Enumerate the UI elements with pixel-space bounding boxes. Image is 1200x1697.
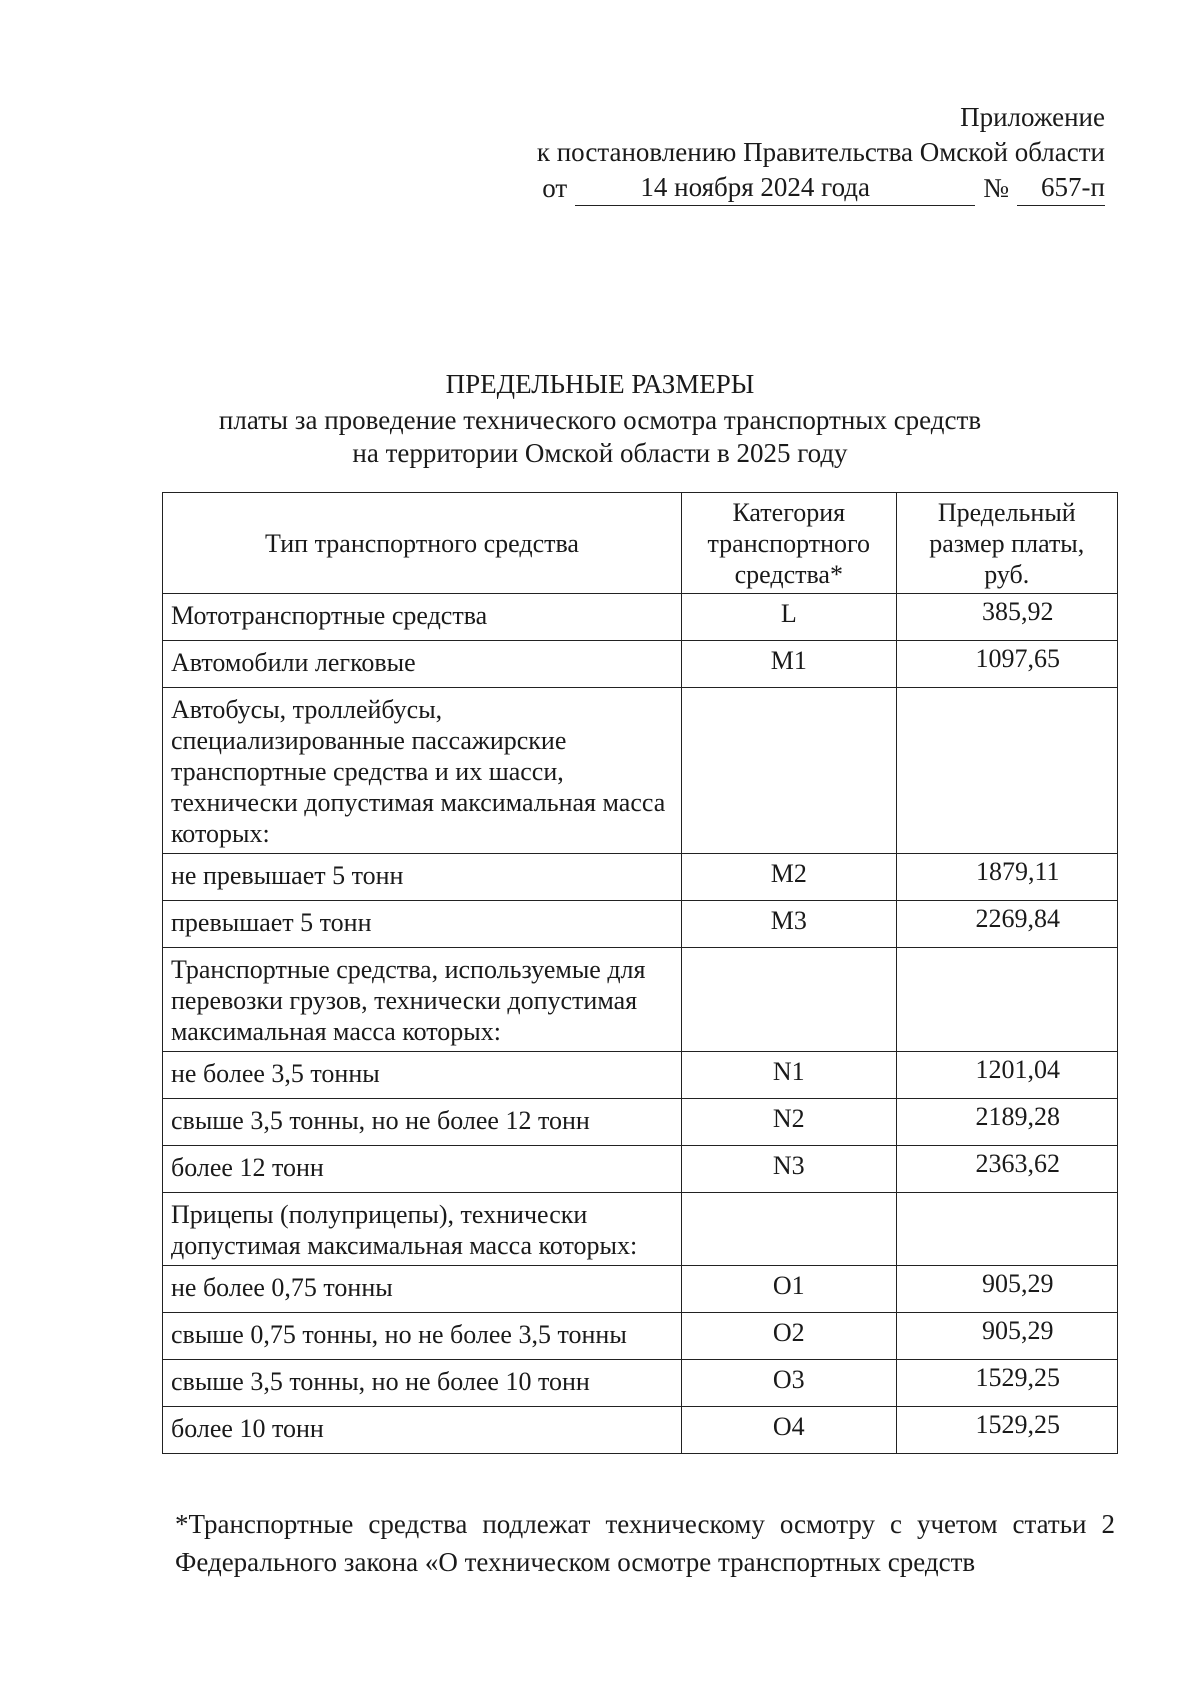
- row-vehicle-type: превышает 5 тонн: [163, 901, 682, 948]
- table-row: [163, 1313, 1118, 1360]
- footnote: [175, 1505, 1115, 1581]
- row-category: O3: [682, 1360, 897, 1407]
- row-vehicle-type: свыше 3,5 тонны, но не более 10 тонн: [163, 1360, 682, 1407]
- table-row: [163, 1052, 1118, 1099]
- table-row: [163, 1146, 1118, 1193]
- row-category: N2: [682, 1099, 897, 1146]
- row-fee: 385,92: [896, 594, 1117, 641]
- decree-date: 14 ноября 2024 года: [575, 170, 975, 206]
- row-category: O2: [682, 1313, 897, 1360]
- row-category: [682, 948, 897, 1052]
- row-category: N1: [682, 1052, 897, 1099]
- row-fee: [896, 688, 1117, 854]
- row-fee: 1097,65: [896, 641, 1117, 688]
- title-line-2: платы за проведение технического осмотра транспортных средств: [218, 405, 982, 435]
- table-row: [163, 1407, 1118, 1454]
- table-row: [163, 1266, 1118, 1313]
- appendix-header: [465, 100, 1105, 206]
- decree-date-number-line: [465, 170, 1105, 206]
- row-category: O4: [682, 1407, 897, 1454]
- row-vehicle-type: Автомобили легковые: [163, 641, 682, 688]
- table-row: [163, 901, 1118, 948]
- date-prefix: от: [542, 173, 568, 203]
- row-category: [682, 1193, 897, 1266]
- table-group-row: [163, 1193, 1118, 1266]
- row-category: M2: [682, 854, 897, 901]
- footnote-text: *Транспортные средства подлежат техническому осмотру с учетом статьи 2 Федерального закона «О техническом осмотре транспортных средств: [175, 1509, 1115, 1577]
- row-fee: 905,29: [896, 1313, 1117, 1360]
- appendix-title: Приложение: [960, 102, 1105, 132]
- table-header-row: [163, 493, 1118, 594]
- table-group-row: [163, 688, 1118, 854]
- table-row: [163, 854, 1118, 901]
- row-vehicle-type: более 12 тонн: [163, 1146, 682, 1193]
- header-fee-text: Предельный размер платы, руб.: [929, 497, 1085, 589]
- fee-table: [162, 492, 1118, 1454]
- row-fee: 1879,11: [896, 854, 1117, 901]
- row-fee: 1201,04: [896, 1052, 1117, 1099]
- table-row: [163, 641, 1118, 688]
- row-vehicle-type: Прицепы (полуприцепы), технически допустимая максимальная масса которых:: [163, 1193, 682, 1266]
- row-fee: 2363,62: [896, 1146, 1117, 1193]
- row-category: O1: [682, 1266, 897, 1313]
- row-vehicle-type: более 10 тонн: [163, 1407, 682, 1454]
- row-vehicle-type: Транспортные средства, используемые для перевозки грузов, технически допустимая максимальная масса которых:: [163, 948, 682, 1052]
- row-category: [682, 688, 897, 854]
- appendix-subtitle: к постановлению Правительства Омской области: [536, 137, 1105, 167]
- table-group-row: [163, 948, 1118, 1052]
- row-fee: 1529,25: [896, 1407, 1117, 1454]
- table-row: [163, 594, 1118, 641]
- row-vehicle-type: не превышает 5 тонн: [163, 854, 682, 901]
- document-title: [0, 368, 1200, 470]
- row-vehicle-type: Мототранспортные средства: [163, 594, 682, 641]
- row-fee: [896, 1193, 1117, 1266]
- row-fee: [896, 948, 1117, 1052]
- row-vehicle-type: свыше 3,5 тонны, но не более 12 тонн: [163, 1099, 682, 1146]
- row-fee: 905,29: [896, 1266, 1117, 1313]
- row-vehicle-type: не более 3,5 тонны: [163, 1052, 682, 1099]
- row-fee: 1529,25: [896, 1360, 1117, 1407]
- row-vehicle-type: свыше 0,75 тонны, но не более 3,5 тонны: [163, 1313, 682, 1360]
- header-vehicle-type: Тип транспортного средства: [163, 493, 682, 594]
- header-fee: [896, 493, 1117, 594]
- row-fee: 2189,28: [896, 1099, 1117, 1146]
- decree-number: 657-п: [1017, 170, 1105, 206]
- row-vehicle-type: не более 0,75 тонны: [163, 1266, 682, 1313]
- row-category: M1: [682, 641, 897, 688]
- header-category-text: Категория транспортного средства*: [707, 497, 871, 589]
- row-vehicle-type: Автобусы, троллейбусы, специализированные пассажирские транспортные средства и их шасси, технически допустимая максимальная масса которых:: [163, 688, 682, 854]
- title-main: ПРЕДЕЛЬНЫЕ РАЗМЕРЫ: [445, 369, 755, 399]
- table-row: [163, 1099, 1118, 1146]
- row-category: M3: [682, 901, 897, 948]
- number-prefix: №: [983, 173, 1009, 203]
- row-category: L: [682, 594, 897, 641]
- table-row: [163, 1360, 1118, 1407]
- title-line-3: на территории Омской области в 2025 году: [352, 438, 848, 468]
- row-category: N3: [682, 1146, 897, 1193]
- row-fee: 2269,84: [896, 901, 1117, 948]
- header-category: [682, 493, 897, 594]
